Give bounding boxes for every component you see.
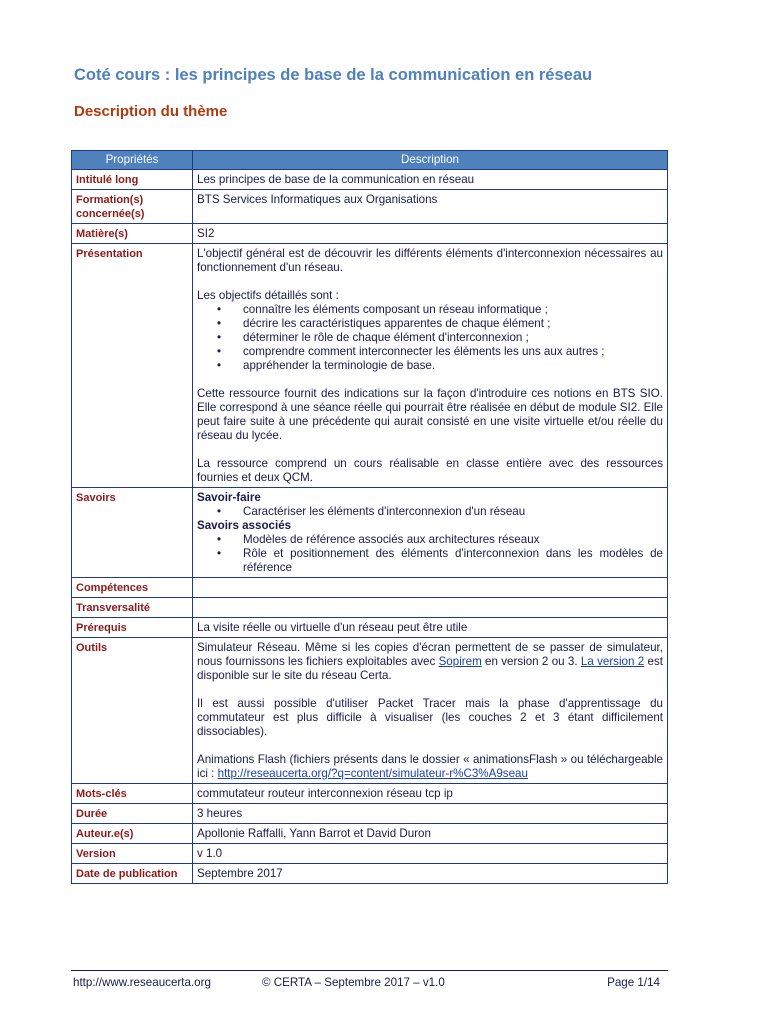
- row-label: Date de publication: [72, 864, 193, 884]
- row-label: Outils: [72, 638, 193, 784]
- table-row: [72, 784, 668, 804]
- table-header-row: [72, 151, 668, 170]
- table-row: [72, 488, 668, 578]
- row-value: [193, 578, 668, 598]
- row-value: Septembre 2017: [193, 864, 668, 884]
- row-label: Formation(s) concernée(s): [72, 190, 193, 224]
- table-row: [72, 638, 668, 784]
- list-item: • décrire les caractéristiques apparentes de chaque élément ;: [217, 317, 663, 331]
- row-label: Version: [72, 844, 193, 864]
- row-value: BTS Services Informatiques aux Organisations: [193, 190, 668, 224]
- row-value: v 1.0: [193, 844, 668, 864]
- outils-paragraph: Il est aussi possible d'utiliser Packet Tracer mais la phase d'apprentissage du commutateur est plus difficile à visualiser (les couches 2 et 3 étant difficilement dissociables).: [197, 697, 663, 738]
- table-row: [72, 224, 668, 244]
- list-item: • déterminer le rôle de chaque élément d'interconnexion ;: [217, 331, 663, 345]
- row-label: Compétences: [72, 578, 193, 598]
- list-item: • connaître les éléments composant un réseau informatique ;: [217, 303, 663, 317]
- row-label: Mots-clés: [72, 784, 193, 804]
- presentation-intro: L'objectif général est de découvrir les différents éléments d'interconnexion nécessaires au fonctionnement d'un réseau.: [197, 247, 663, 274]
- row-value: La visite réelle ou virtuelle d'un réseau peut être utile: [193, 618, 668, 638]
- row-label: Prérequis: [72, 618, 193, 638]
- list-item: • Rôle et positionnement des éléments d'interconnexion dans les modèles de référence: [217, 547, 663, 575]
- table-row: [72, 844, 668, 864]
- header-description: Description: [193, 151, 668, 170]
- presentation-paragraph: La ressource comprend un cours réalisable en classe entière avec des ressources fournies et deux QCM.: [197, 457, 663, 484]
- row-label: Présentation: [72, 244, 193, 488]
- outils-paragraph: Animations Flash (fichiers présents dans le dossier « animationsFlash » ou téléchargeable ici : http://reseaucerta.org/?q=content/simulateur-r%C3%A9seau: [197, 753, 663, 780]
- section-title: Description du thème: [74, 103, 228, 120]
- row-value: [193, 598, 668, 618]
- table-row: [72, 578, 668, 598]
- properties-table: [71, 150, 668, 884]
- savoirs-associes-title: Savoirs associés: [197, 519, 292, 532]
- row-value: SI2: [193, 224, 668, 244]
- table-row: [72, 824, 668, 844]
- row-value: [193, 488, 668, 578]
- objectifs-list: [197, 303, 663, 373]
- row-value: Apollonie Raffalli, Yann Barrot et David Duron: [193, 824, 668, 844]
- table-row: [72, 864, 668, 884]
- row-label: Transversalité: [72, 598, 193, 618]
- version-2-link[interactable]: La version 2: [580, 655, 645, 668]
- simulateur-link[interactable]: http://reseaucerta.org/?q=content/simulateur-r%C3%A9seau: [217, 767, 528, 780]
- table-row: [72, 598, 668, 618]
- savoirs-associes-list: [197, 533, 663, 575]
- header-proprietes: Propriétés: [72, 151, 193, 170]
- sopirem-link[interactable]: Sopirem: [438, 655, 482, 668]
- presentation-paragraph: Cette ressource fournit des indications sur la façon d'introduire ces notions en BTS SIO. Elle correspond à une séance réelle qui pourrait être réalisée en début de module SI2. Elle peut faire suite à une précédente qui aurait consisté en une visite virtuelle et/ou réelle du réseau du lycée.: [197, 387, 663, 442]
- row-label: Savoirs: [72, 488, 193, 578]
- savoir-faire-list: [197, 505, 663, 519]
- objectifs-title: Les objectifs détaillés sont :: [197, 289, 339, 302]
- list-item: • Caractériser les éléments d'interconnexion d'un réseau: [217, 505, 663, 519]
- row-label: Durée: [72, 804, 193, 824]
- table-row: [72, 804, 668, 824]
- page-title: Coté cours : les principes de base de la communication en réseau: [74, 66, 593, 84]
- outils-paragraph: Simulateur Réseau. Même si les copies d'écran permettent de se passer de simulateur, nous fournissons les fichiers exploitables avec Sopirem en version 2 ou 3. La version 2 est disponible sur le site du réseau Certa.: [197, 641, 663, 682]
- footer-page-number: Page 1/14: [607, 976, 660, 989]
- list-item: • comprendre comment interconnecter les éléments les uns aux autres ;: [217, 345, 663, 359]
- row-value: commutateur routeur interconnexion réseau tcp ip: [193, 784, 668, 804]
- table-row: [72, 244, 668, 488]
- row-value: [193, 638, 668, 784]
- row-value: Les principes de base de la communication en réseau: [193, 170, 668, 190]
- row-value: [193, 244, 668, 488]
- footer-copyright: © CERTA – Septembre 2017 – v1.0: [262, 976, 445, 989]
- savoir-faire-title: Savoir-faire: [197, 491, 261, 504]
- table-row: [72, 618, 668, 638]
- list-item: • Modèles de référence associés aux architectures réseaux: [217, 533, 663, 547]
- row-label: Matière(s): [72, 224, 193, 244]
- list-item: • appréhender la terminologie de base.: [217, 359, 663, 373]
- row-value: 3 heures: [193, 804, 668, 824]
- footer-url: http://www.reseaucerta.org: [73, 976, 211, 989]
- table-row: [72, 190, 668, 224]
- row-label: Auteur.e(s): [72, 824, 193, 844]
- page-footer: [71, 970, 668, 991]
- row-label: Intitulé long: [72, 170, 193, 190]
- table-row: [72, 170, 668, 190]
